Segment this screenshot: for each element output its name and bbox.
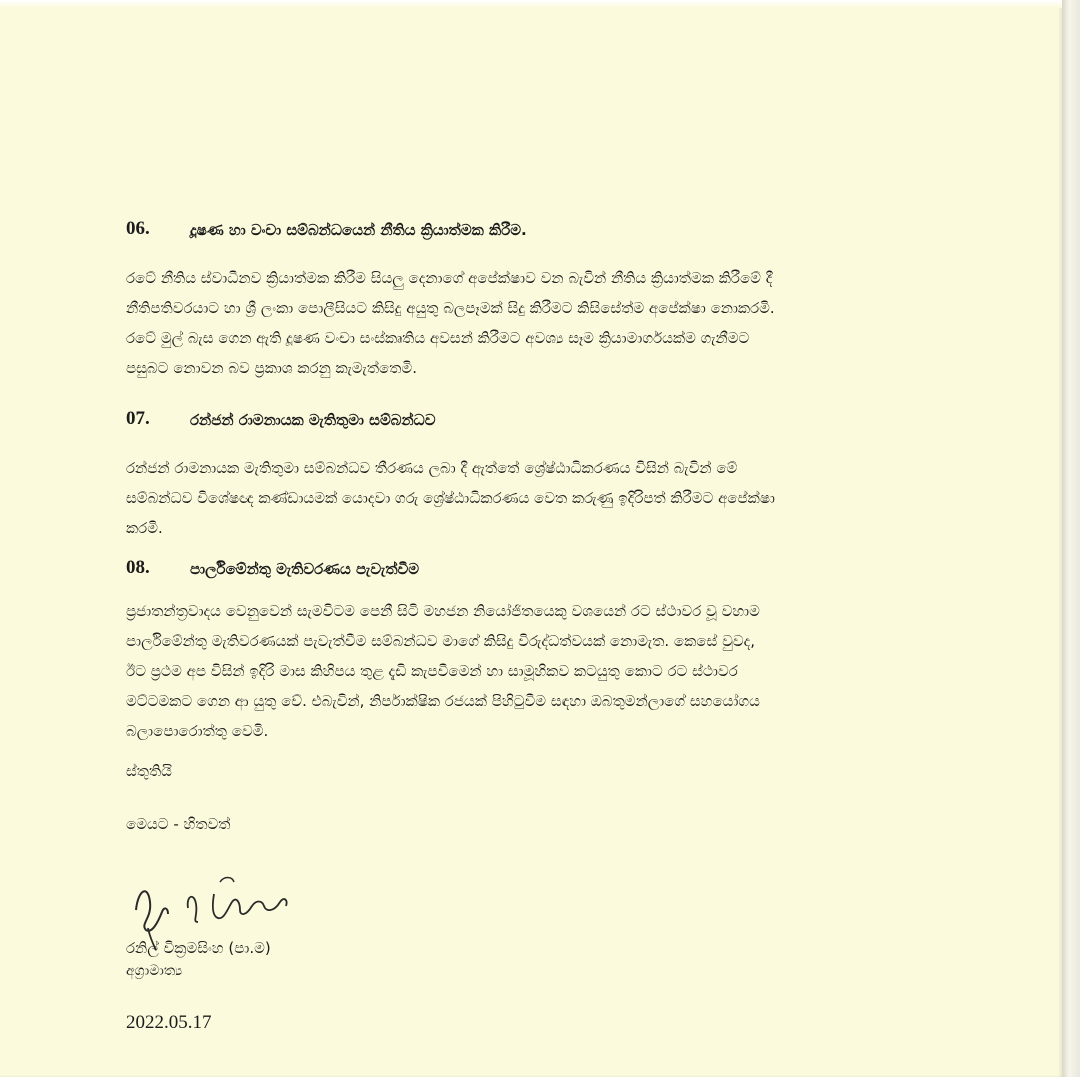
page-right-edge bbox=[1062, 0, 1080, 1077]
paragraph-line: නීතිපතිවරයාට හා ශ්‍රී ලංකා පොලීසියට කිසිදු අයුතු බලපෑමක් සිදු කිරීමට කිසිසේත්ම අපේක්ෂා නොකරමි. bbox=[126, 299, 775, 317]
closing-thanks: ස්තුතියි bbox=[126, 762, 172, 780]
paragraph-line: පාර්ලිමේන්තු මැතිවරණයක් පැවැත්වීම සම්බන්ධව මාගේ කිසිදු විරුද්ධත්වයක් නොමැත. කෙසේ වුවද, bbox=[126, 632, 756, 650]
signatory-title: අග්‍රාමාත්‍ය bbox=[126, 963, 183, 979]
paragraph-line: සම්බන්ධව විශේෂඥ කණ්ඩායමක් යොදවා ගරු ශ්‍රේෂ්ඨාධිකරණය වෙත කරුණු ඉදිරිපත් කිරීමට අපේක්ෂා bbox=[126, 489, 775, 507]
section-08-paragraph bbox=[126, 596, 982, 746]
paragraph-line: කරමි. bbox=[126, 519, 163, 537]
closing-regards: මෙයට - හිතවත් bbox=[126, 815, 231, 833]
paragraph-line: ප්‍රජාතන්ත්‍රවාදය වෙනුවෙන් සැමවිටම පෙනී සිටි මහජන නියෝජිතයෙකු වශයෙන් රට ස්ථාවර වූ වහාම bbox=[126, 602, 760, 620]
paragraph-line: පසුබට නොවන බව ප්‍රකාශ කරනු කැමැත්තෙමි. bbox=[126, 359, 417, 377]
section-07-heading: රන්ජන් රාමනායක මැතිතුමා සම්බන්ධව bbox=[190, 411, 436, 429]
section-07-paragraph bbox=[126, 453, 982, 543]
section-08-number: 08. bbox=[126, 557, 150, 578]
section-08-heading: පාර්ලිමේන්තු මැතිවරණය පැවැත්වීම bbox=[190, 560, 420, 578]
signatory-name: රනිල් වික්‍රමසිංහ (පා.ම) bbox=[126, 939, 271, 957]
section-06-heading: දූෂණ හා වංචා සම්බන්ධයෙන් නීතිය ක්‍රියාත්මක කිරීම. bbox=[190, 221, 527, 239]
paragraph-line: බලාපොරොත්තු වෙමි. bbox=[126, 722, 269, 740]
paragraph-line: ඊට ප්‍රථම අප විසින් ඉදිරි මාස කිහිපය තුළ දැඩි කැපවීමෙන් හා සාමූහිකව කටයුතු කොට රට ස්ථාවර bbox=[126, 662, 738, 680]
section-06-number: 06. bbox=[126, 218, 150, 239]
paragraph-line: රන්ජන් රාමනායක මැතිතුමා සම්බන්ධව තීරණය ලබා දී ඇත්තේ ශ්‍රේෂ්ඨාධිකරණය විසින් බැවින් මේ bbox=[126, 459, 738, 477]
letter-date: 2022.05.17 bbox=[126, 1012, 212, 1033]
paragraph-line: මට්ටමකට ගෙන ආ යුතු වේ. එබැවින්, නිර්පාක්ෂික රජයක් පිහිටුවීම සඳහා ඔබතුමන්ලාගේ සහයෝගය bbox=[126, 692, 760, 710]
section-07-number: 07. bbox=[126, 408, 150, 429]
paragraph-line: රටේ නීතිය ස්වාධීනව ක්‍රියාත්මක කිරීම සියලු දෙනාගේ අපේක්ෂාව වන බැවින් නීතිය ක්‍රියාත්මක කිරීමේ දී bbox=[126, 269, 773, 287]
page-top-strip bbox=[0, 0, 1062, 8]
section-06-paragraph bbox=[126, 263, 982, 383]
paragraph-line: රටේ මුල් බැස ගෙන ඇති දූෂණ වංචා සංස්කෘතිය අවසන් කිරීමට අවශ්‍ය සෑම ක්‍රියාමාර්ගයක්ම ගැනීමට bbox=[126, 329, 750, 347]
